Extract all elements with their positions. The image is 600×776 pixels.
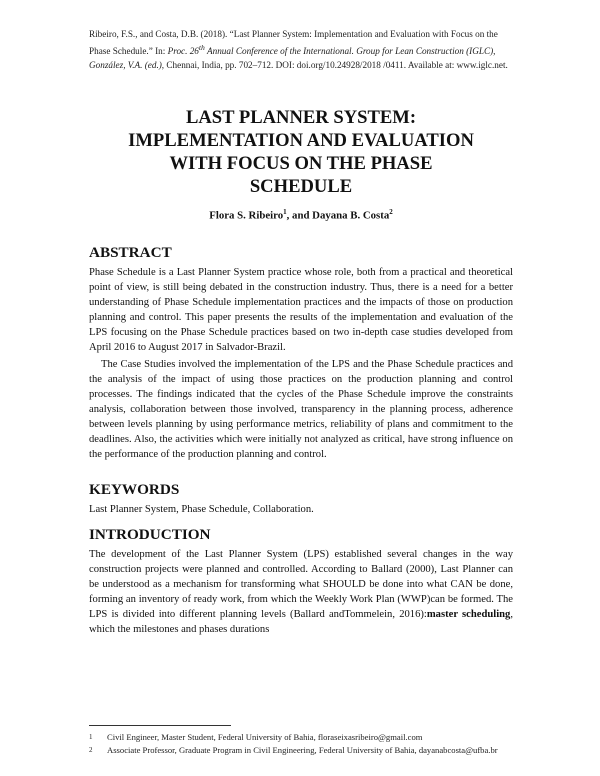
citation-proc-sup: th (198, 43, 205, 52)
author-1: Flora S. Ribeiro (209, 209, 284, 222)
title-line: SCHEDULE (249, 176, 353, 197)
footnote-2-number: 2 (89, 746, 93, 754)
authors-line (89, 208, 513, 222)
author-1-footnote-mark: 1 (283, 208, 287, 216)
title-line: IMPLEMENTATION AND EVALUATION (128, 130, 474, 151)
introduction-bold-term: master scheduling (426, 609, 511, 620)
keywords-text: Last Planner System, Phase Schedule, Collaboration. (89, 504, 314, 515)
footnote-1-text: Civil Engineer, Master Student, Federal University of Bahia, floraseixasribeiro@gmail.com (107, 732, 423, 742)
title-line: WITH FOCUS ON THE PHASE (169, 153, 433, 174)
footnote-divider (89, 725, 231, 726)
paper-title (89, 106, 513, 198)
abstract-paragraph-1: Phase Schedule is a Last Planner System practice whose role, both from a practical and theoretical point of view, is still being debated in the construction industry. Thus, there is a need for a better understanding of Phase Schedule implementation practices and the impacts of those on production planning and control. This paper presents the results of the implementation and evaluation of the LPS focusing on the Phase Schedule practices based on two in-depth case studies developed from April 2016 to August 2017 in Salvador-Brazil. (89, 267, 513, 353)
citation-header (89, 27, 513, 72)
title-line: LAST PLANNER SYSTEM: (185, 107, 417, 128)
author-2: Dayana B. Costa (312, 209, 390, 222)
introduction-paragraph (89, 547, 513, 637)
footnote-1 (89, 731, 513, 743)
citation-proc: Proc. 26 (167, 46, 199, 57)
footnote-1-number: 1 (89, 733, 93, 741)
footnote-2-text: Associate Professor, Graduate Program in Civil Engineering, Federal University of Bahia, dayanabcosta@ufba.br (107, 745, 498, 755)
abstract-heading: ABSTRACT (89, 244, 172, 261)
authors-joiner: , and (286, 209, 313, 222)
abstract-paragraph-2: The Case Studies involved the implementation of the LPS and the Phase Schedule practices and the analysis of the impact of using those practices on the production planning and control processes. The findings indicated that the cycles of the Phase Schedule improve the constraints analysis, collaboration between those involved, transparency in the planning process, adherence between levels planning by using performance metrics, reliability of plans and commitment to the deadlines. Also, the activities which were initially not analyzed as critical, have strong influence on the performance of the production planning and control. (89, 359, 513, 460)
introduction-text: The development of the Last Planner System (LPS) established several changes in the way construction projects were planned and controlled. According to Ballard (2000), Last Planner can be understood as a mechanism for transforming what SHOULD be done into what CAN be done, forming an inventory of ready work, from which the Weekly Work Plan (WWP)can be formed. The LPS is divided into different planning levels (Ballard andTommelein, 2016): (89, 549, 513, 620)
footnote-2 (89, 744, 513, 756)
citation-suffix: Chennai, India, pp. 702–712. DOI: doi.org/10.24928/2018 /0411. Available at: www.iglc.net. (164, 60, 508, 71)
citation-prefix: Ribeiro, F.S., and Costa, D.B. (2018). “Last Planner System: Implementation and Evaluation with Focus on the Phase Schedule.” In: (89, 29, 498, 57)
introduction-tail: , which the milestones and phases durations (89, 609, 513, 635)
keywords-heading: KEYWORDS (89, 481, 180, 498)
introduction-heading: INTRODUCTION (89, 526, 211, 543)
author-2-footnote-mark: 2 (389, 208, 393, 216)
citation-proc-rest: Annual Conference of the International. Group for Lean Construction (IGLC), González, V.A. (ed.), (89, 46, 496, 71)
